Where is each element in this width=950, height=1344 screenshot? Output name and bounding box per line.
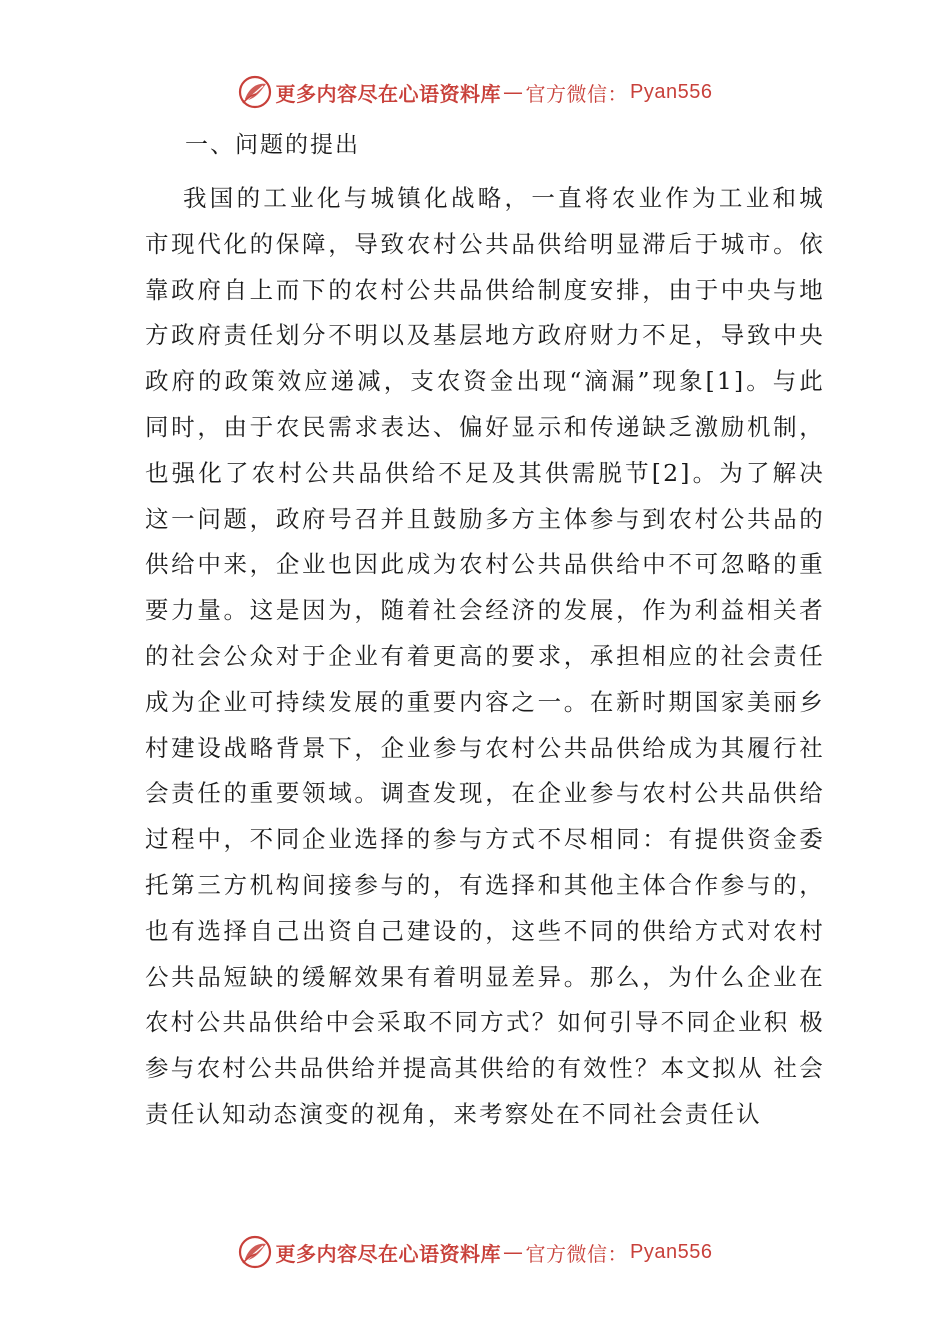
watermark-wechat-label: 官方微信： [525, 81, 629, 106]
watermark-separator: — [503, 1240, 524, 1264]
section-heading: 一、问题的提出 [185, 132, 360, 158]
watermark-main-text: 更多内容尽在心语资料库 [275, 1241, 502, 1266]
body-paragraph: 我国的工业化与城镇化战略，一直将农业作为工业和城市现代化的保障，导致农村公共品供给明显滞后于城市。依靠政府自上而下的农村公共品供给制度安排，由于中央与地方政府责任划分不明以及基层地方政府财力不足，导致中央政府的政策效应递减，支农资金出现“滴漏”现象[1]。与此同时，由于农民需求表达、偏好显示和传递缺乏激励机制， 也强化了农村公共品供给不足及其供需脱节[2]。为了解决这一问题，政府号召并且鼓励多方主体参与到农村公共品的供给中来，企业也因此成为农村公共品供给中不可忽略的重要力量。这是因为，随着社会经济的发展，作为利益相关者的社会公众对于企业有着更高的要求，承担相应的社会责任成为企业可持续发展的重要内容之一。在新时期国家美丽乡村建设战略背景下，企业参与农村公共品供给成为其履行社会责任的重要领域。调查发现，在企业参与农村公共品供给过程中，不同企业选择的参与方式不尽相同：有提供资金委托第三方机构间接参与的，有选择和其他主体合作参与的， 也有选择自己出资自己建设的，这些不同的供给方式对农村公共品短缺的缓解效果有着明显差异。那么，为什么企业在农村公共品供给中会采取不同方式？如何引导不同企业积 极参与农村公共品供给并提高其供给的有效性？本文拟从 社会责任认知动态演变的视角，来考察处在不同社会责任认 [145, 184, 825, 1128]
watermark-wechat-id: Pyan556 [630, 1240, 713, 1263]
leaf-logo-icon [238, 75, 272, 109]
watermark-separator: — [503, 80, 524, 104]
watermark-main-text: 更多内容尽在心语资料库 [275, 81, 502, 106]
watermark-wechat-id: Pyan556 [630, 80, 713, 103]
watermark-wechat-label: 官方微信： [525, 1241, 629, 1266]
footer-watermark [0, 1232, 950, 1272]
header-watermark [0, 72, 950, 112]
leaf-logo-icon [238, 1235, 272, 1269]
document-body [145, 128, 825, 1138]
